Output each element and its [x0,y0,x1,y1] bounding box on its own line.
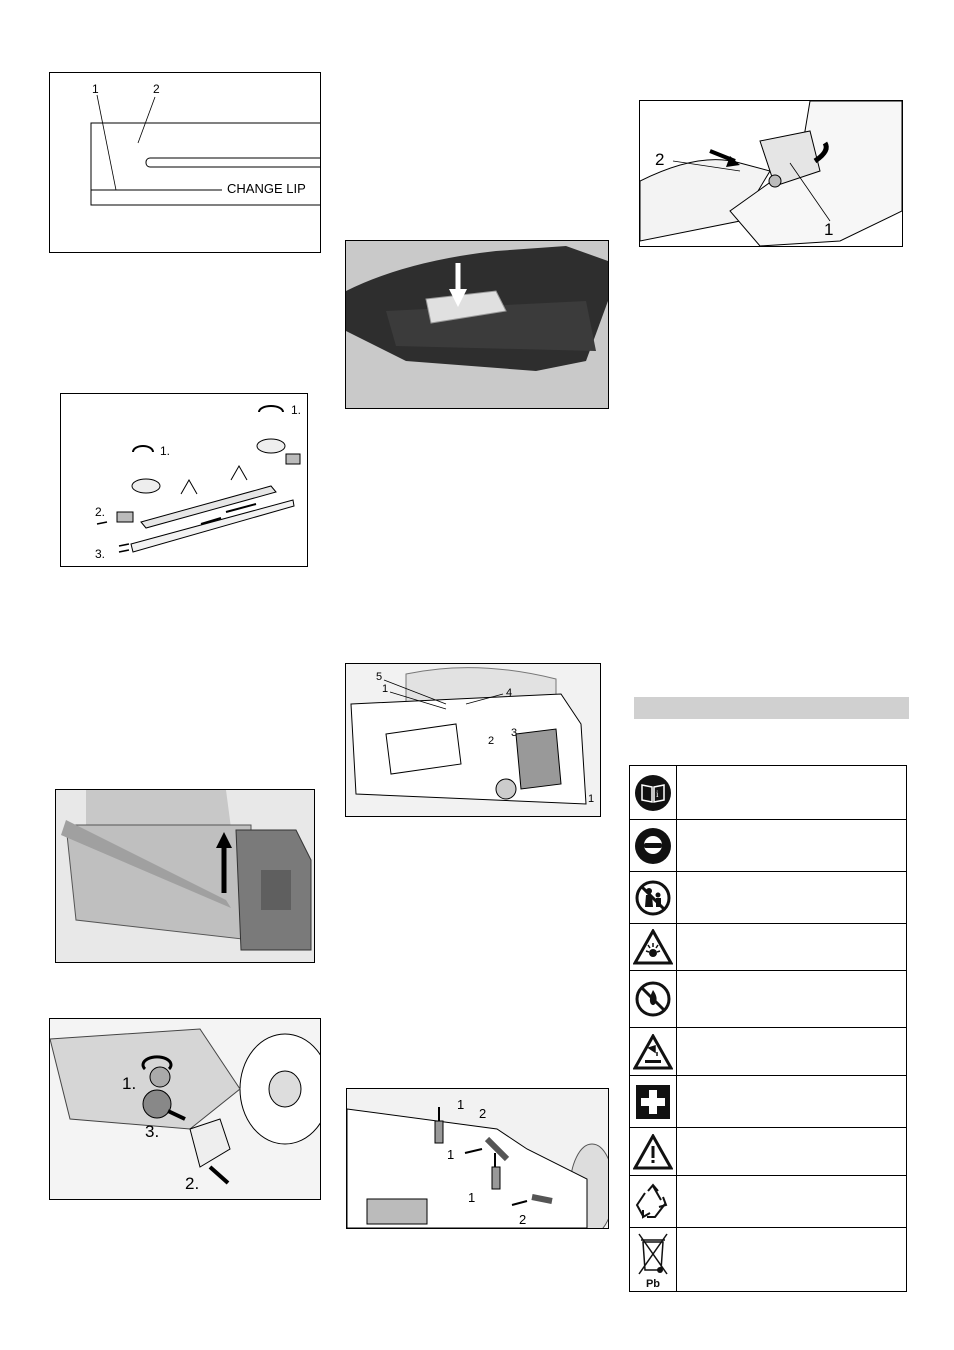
pedal-photo [345,240,609,409]
step-1-right: 1. [291,403,302,417]
step-3: 3. [145,1122,160,1141]
step-1-left: 1. [160,444,171,458]
symbol-row [630,766,907,820]
eye-protection-icon [634,827,672,865]
pins-figure [346,1088,609,1229]
recycle-icon [633,1183,673,1221]
callout-2-bottom: 2 [519,1212,527,1227]
section-heading-bar [634,697,909,719]
callout-2: 2 [655,150,665,169]
symbol-row [630,1028,907,1076]
symbol-row [630,1076,907,1128]
step-2: 2. [185,1174,200,1193]
callout-1-mid: 1 [447,1147,455,1162]
callout-1-bottom: 1 [468,1190,476,1205]
no-fire-icon [634,980,672,1018]
change-lip-label: CHANGE LIP [227,181,306,196]
squeegee-exploded-figure [60,393,308,567]
no-children-icon [634,879,672,917]
pb-label: Pb [645,1277,661,1290]
callout-1: 1 [92,82,99,96]
brush-cover-figure [49,1018,321,1200]
symbol-row [630,1176,907,1228]
tank-lift-photo [55,789,315,963]
step-3: 3. [95,547,106,561]
symbol-row [630,924,907,971]
callout-1: 1 [382,683,389,695]
symbols-table [629,765,907,1292]
crossed-bin-icon [633,1230,673,1290]
callout-2: 2 [153,82,160,96]
callout-4: 4 [506,687,513,699]
explosive-warning-icon [633,929,673,965]
manual-icon [634,774,672,812]
general-warning-icon [633,1134,673,1170]
symbol-row [630,1128,907,1176]
symbol-row [630,872,907,924]
callout-2-top: 2 [479,1106,487,1121]
symbol-row [630,1228,907,1292]
symbol-row [630,971,907,1028]
callout-1b: 1 [588,793,595,805]
callout-3: 3 [511,727,518,739]
callout-5: 5 [376,671,383,683]
step-2: 2. [95,505,106,519]
callout-1-top: 1 [457,1097,465,1112]
step-1: 1. [122,1074,137,1093]
symbol-row [630,820,907,872]
callout-2: 2 [488,735,495,747]
corrosive-warning-icon [633,1034,673,1070]
first-aid-icon [635,1084,671,1120]
svg-text:i: i [656,788,659,799]
callout-1: 1 [824,220,834,239]
change-lip-figure [49,72,321,253]
side-panel-figure [345,663,601,817]
latch-figure [639,100,903,247]
